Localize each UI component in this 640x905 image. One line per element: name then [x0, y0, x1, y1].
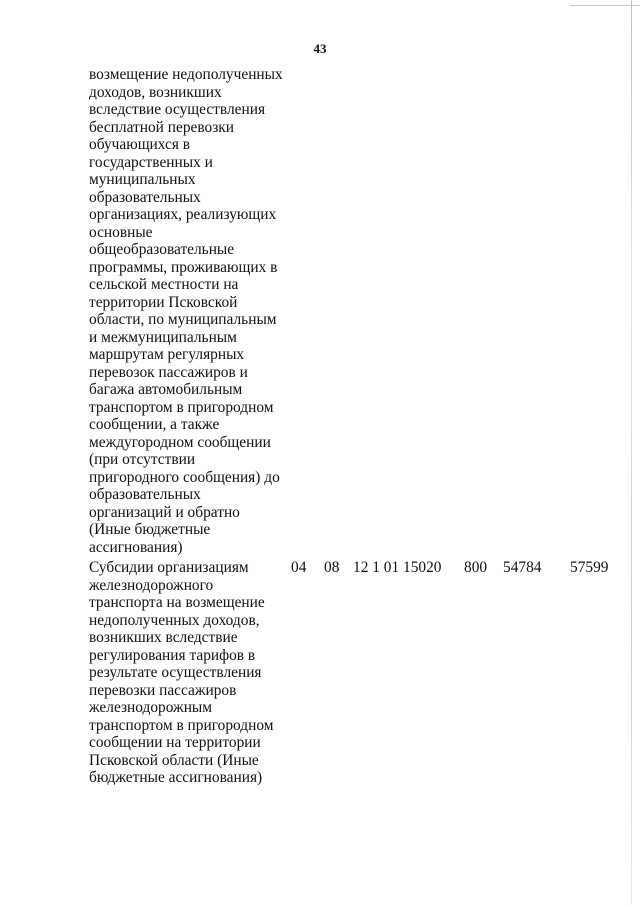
text-line: железнодорожного [89, 576, 214, 594]
text-line: транспортом в пригородном [89, 716, 274, 734]
expense-type-code: 800 [464, 559, 488, 576]
text-line: обучающихся в [89, 136, 191, 153]
text-line: сообщении на территории [89, 734, 261, 751]
text-line: ассигнования) [89, 538, 183, 556]
text-line: области, по муниципальным [89, 311, 277, 328]
text-line: основные [89, 223, 153, 241]
text-line: вследствие осуществления [89, 101, 266, 118]
text-line: организаций и обратно [89, 503, 240, 521]
amount-second-year: 57599 [570, 559, 609, 576]
text-line: железнодорожным [89, 699, 213, 716]
subsection-code: 08 [324, 559, 340, 576]
amount-first-year: 54784 [503, 559, 542, 576]
text-line: доходов, возникших [89, 83, 222, 101]
text-line: перевозок пассажиров и [89, 363, 248, 381]
text-line: перевозки пассажиров [89, 681, 237, 699]
text-line: и межмуниципальным [89, 328, 237, 346]
text-line: сельской местности на [89, 276, 239, 293]
row-description [89, 559, 274, 787]
scan-edge-top [570, 5, 640, 6]
text-line: междугородном сообщении [89, 433, 271, 451]
text-line: недополученных доходов, [89, 611, 260, 629]
text-line: (при отсутствии [89, 451, 196, 468]
text-line: пригородного сообщения) до [89, 468, 280, 486]
text-line: образовательных [89, 486, 201, 503]
text-line: маршрутам регулярных [89, 346, 245, 363]
text-line: сообщении, а также [89, 416, 220, 433]
text-line: транспортом в пригородном [89, 398, 274, 416]
section-code: 04 [291, 559, 307, 576]
text-line: программы, проживающих в [89, 258, 278, 276]
text-line: транспорта на возмещение [89, 594, 265, 611]
continued-description [89, 66, 289, 556]
text-line: бесплатной перевозки [89, 118, 235, 136]
scan-edge-right [631, 0, 632, 905]
text-line: государственных и [89, 153, 213, 171]
text-line: организациях, реализующих [89, 206, 277, 223]
text-line: муниципальных [89, 171, 196, 188]
text-line: результате осуществления [89, 664, 262, 681]
text-line: бюджетные ассигнования) [89, 769, 263, 786]
text-line: (Иные бюджетные [89, 521, 211, 538]
text-line: багажа автомобильным [89, 381, 243, 398]
target-article-code: 12 1 01 15020 [353, 559, 442, 576]
text-line: Субсидии организациям [89, 559, 249, 576]
text-line: возникших вследствие [89, 629, 238, 646]
text-line: Псковской области (Иные [89, 751, 259, 769]
text-line: образовательных [89, 188, 201, 206]
text-line: общеобразовательные [89, 241, 235, 258]
page-number: 43 [313, 41, 327, 56]
text-line: регулирования тарифов в [89, 646, 256, 664]
text-line: территории Псковской [89, 293, 238, 311]
text-line: возмещение недополученных [89, 66, 283, 83]
